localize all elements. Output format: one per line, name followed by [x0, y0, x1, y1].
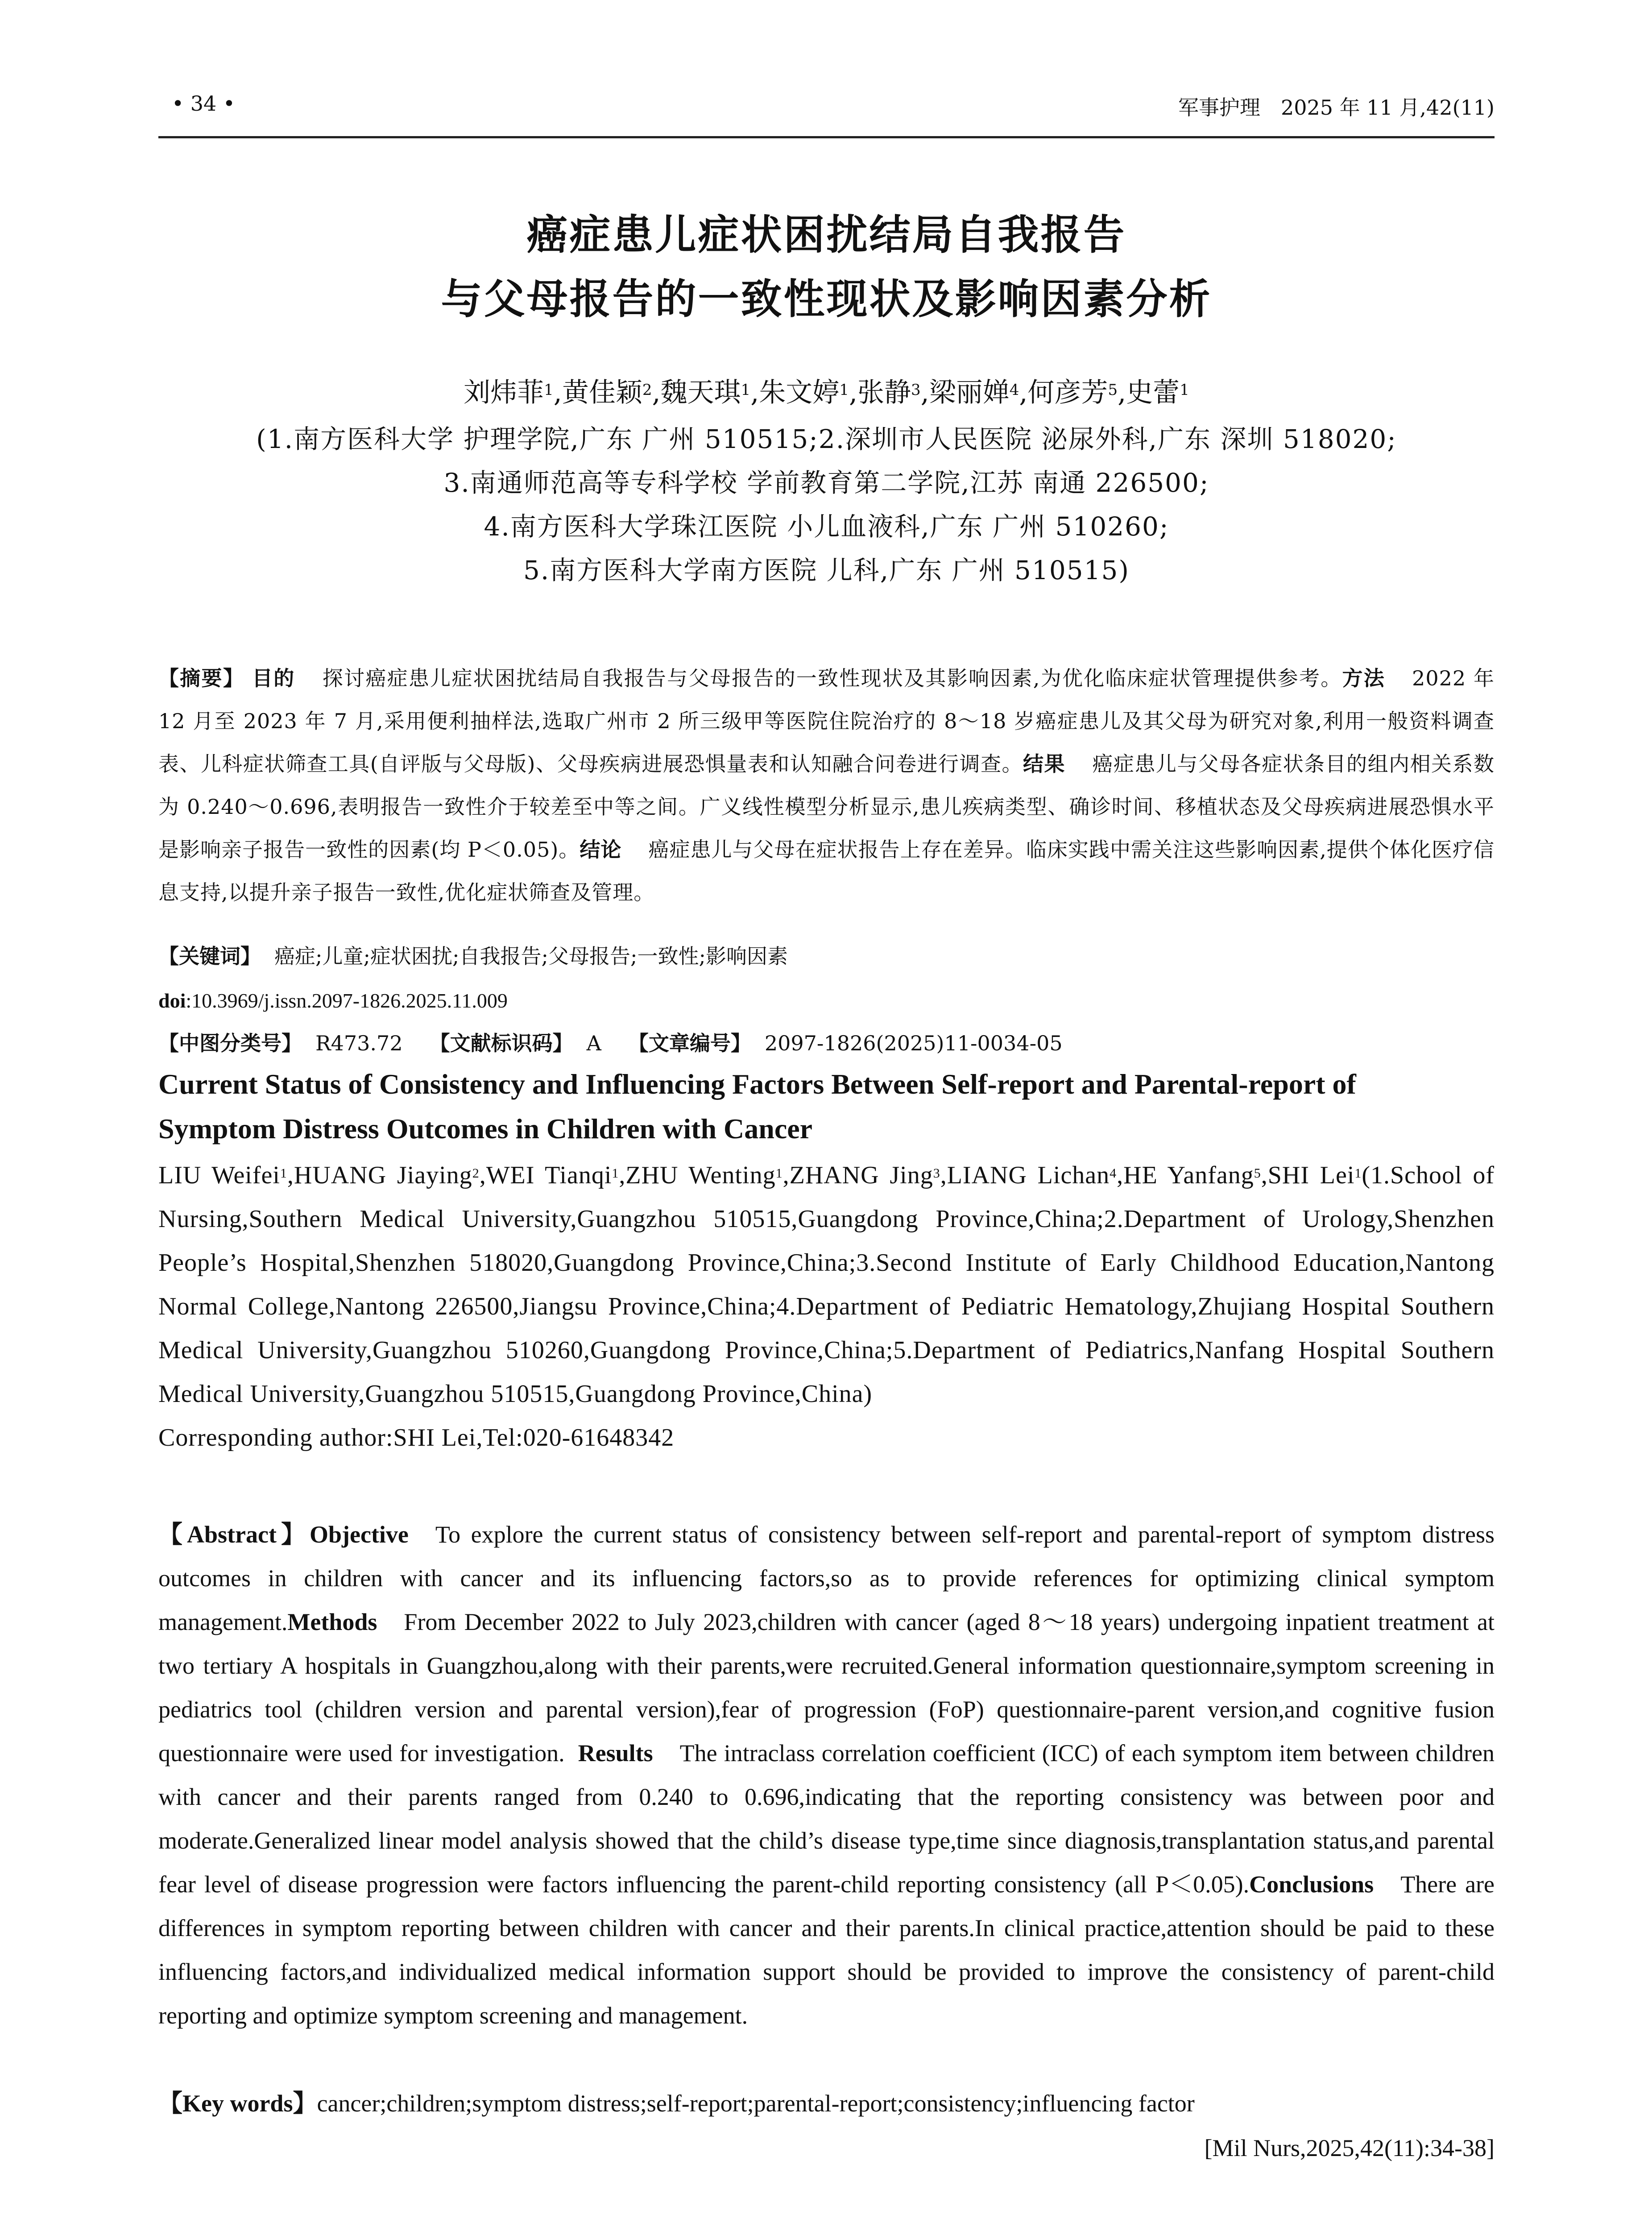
title-en: [158, 1062, 1495, 1151]
author-name: HUANG Jiaying: [294, 1161, 472, 1189]
corresponding-author: Corresponding author:SHI Lei,Tel:020-61648342: [158, 1424, 675, 1451]
results-cn: 癌症患儿与父母各症状条目的组内相关系数为 0.240～0.696,表明报告一致性介于较差至中等之间。广义线性模型分析显示,患儿疾病类型、确诊时间、移植状态及父母疾病进展恐惧水平是影响亲子报告一致性的因素(均 P＜0.05)。: [158, 752, 1495, 862]
authors-en: LIU Weifei$^1$,HUANG Jiaying$^2$,WEI Tianqi$^1$,ZHU Wenting$^1$,ZHANG Jing$^3$,LIANG Lichan$^4$,HE Yanfang$^5$,SHI Lei$^1$: [158, 1161, 1362, 1189]
journal-info: 军事护理 2025 年 11 月,42(11): [1178, 95, 1495, 120]
conclusions-cn: 癌症患儿与父母在症状报告上存在差异。临床实践中需关注这些影响因素,提供个体化医疗信息支持,以提升亲子报告一致性,优化症状筛查及管理。: [158, 838, 1495, 904]
affiliations-cn: [158, 417, 1495, 592]
keywords-en-label: 【Key words】: [158, 2090, 317, 2117]
author-name: 黄佳颖: [562, 377, 642, 408]
author-affiliation-mark: 4: [1009, 381, 1019, 399]
doc-code-value: A: [586, 1031, 601, 1055]
author-name: 何彦芳: [1027, 377, 1108, 408]
author-affiliation-mark: 1: [839, 381, 849, 399]
affiliation-line: 4.南方医科大学珠江医院 小儿血液科,广东 广州 510260;: [484, 511, 1169, 542]
objective-cn: 探讨癌症患儿症状困扰结局自我报告与父母报告的一致性现状及其影响因素,为优化临床症状管理提供参考。: [322, 666, 1342, 690]
results-label-cn: 结果: [1023, 752, 1065, 776]
keywords-en-value: cancer;children;symptom distress;self-report;parental-report;consistency;influencing factor: [317, 2090, 1195, 2117]
author-name: HE Yanfang: [1123, 1161, 1254, 1189]
author-affiliation-mark: 1: [775, 1166, 783, 1181]
author-affiliation-mark: 5: [1254, 1166, 1261, 1181]
abstract-cn-label: 【摘要】: [158, 666, 245, 690]
article-no-value: 2097-1826(2025)11-0034-05: [764, 1031, 1063, 1055]
author-affiliation-mark: 1: [612, 1166, 619, 1181]
authors-affiliations-en: [158, 1153, 1495, 1460]
clc-value: R473.72: [315, 1031, 403, 1055]
author-name: LIANG Lichan: [947, 1161, 1110, 1189]
title-en-line2: Symptom Distress Outcomes in Children with Cancer: [158, 1113, 813, 1145]
author-name: ZHANG Jing: [789, 1161, 933, 1189]
author-affiliation-mark: 4: [1110, 1166, 1117, 1181]
doi-value: :10.3969/j.issn.2097-1826.2025.11.009: [186, 989, 508, 1012]
affiliations-en: (1.School of Nursing,Southern Medical University,Guangzhou 510515,Guangdong Province,China;2.Department of Urology,Shenzhen People’s Hospital,Shenzhen 518020,Guangdong Province,China;3.Second Institute of Early Childhood Education,Nantong Normal College,Nantong 226500,Jiangsu Province,China;4.Department of Pediatric Hematology,Zhujiang Hospital Southern Medical University,Guangzhou 510260,Guangdong Province,China;5.Department of Pediatrics,Nanfang Hospital Southern Medical University,Guangzhou 510515,Guangdong Province,China): [158, 1161, 1495, 1408]
methods-label-en: Methods: [287, 1609, 377, 1635]
author-affiliation-mark: 1: [544, 381, 554, 399]
author-name: 梁丽婵: [929, 377, 1010, 408]
author-name: 史蕾: [1126, 377, 1180, 408]
objective-en: To explore the current status of consistency between self-report and parental-report of symptom distress outcomes in children with cancer and its influencing factors,so as to provide references for optimizing clinical symptom management.: [158, 1521, 1495, 1635]
article-no-label: 【文章编号】: [628, 1031, 751, 1055]
methods-cn: 2022 年 12 月至 2023 年 7 月,采用便利抽样法,选取广州市 2 所三级甲等医院住院治疗的 8～18 岁癌症患儿及其父母为研究对象,利用一般资料调查表、儿科症状筛查工具(自评版与父母版)、父母疾病进展恐惧量表和认知融合问卷进行调查。: [158, 666, 1495, 776]
keywords-cn-label: 【关键词】: [158, 944, 261, 968]
citation: [Mil Nurs,2025,42(11):34-38]: [1204, 2135, 1495, 2161]
author-affiliation-mark: 1: [1354, 1166, 1362, 1181]
author-affiliation-mark: 1: [280, 1166, 287, 1181]
author-affiliation-mark: 3: [911, 381, 921, 399]
author-name: 张静: [857, 377, 911, 408]
author-affiliation-mark: 2: [642, 381, 652, 399]
author-name: ZHU Wenting: [625, 1161, 776, 1189]
authors-cn: 刘炜菲$^1$,黄佳颖$^2$,魏天琪$^1$,朱文婷$^1$,张静$^3$,梁丽婵$^4$,何彦芳$^5$,史蕾$^1$: [464, 377, 1189, 408]
methods-en: From December 2022 to July 2023,children with cancer (aged 8～18 years) undergoing inpatient treatment at two tertiary A hospitals in Guangzhou,along with their parents,were recruited.General information questionnaire,symptom screening in pediatrics tool (children version and parental version),fear of progression (FoP) questionnaire-parent version,and cognitive fusion questionnaire were used for investigation.: [158, 1609, 1495, 1767]
author-name: SHI Lei: [1267, 1161, 1355, 1189]
classification-line: [158, 1022, 1495, 1065]
results-en: The intraclass correlation coefficient (ICC) of each symptom item between children with cancer and their parents ranged from 0.240 to 0.696,indicating that the reporting consistency was between poor and moderate.Generalized linear model analysis showed that the child’s disease type,time since diagnosis,transplantation status,and parental fear level of disease progression were factors influencing the parent-child reporting consistency (all P＜0.05).: [158, 1740, 1495, 1898]
conclusions-label-en: Conclusions: [1249, 1871, 1374, 1898]
keywords-cn: [158, 935, 1495, 978]
keywords-en: [158, 2082, 1495, 2125]
author-name: 魏天琪: [660, 377, 741, 408]
objective-label-cn: 目的: [252, 666, 295, 690]
author-affiliation-mark: 3: [933, 1166, 940, 1181]
objective-label-en: Objective: [309, 1521, 409, 1548]
page-number: • 34 •: [172, 91, 236, 116]
clc-label: 【中图分类号】: [158, 1031, 302, 1055]
results-label-en: Results: [578, 1740, 653, 1767]
running-header: [158, 91, 1495, 123]
author-affiliation-mark: 5: [1108, 381, 1118, 399]
author-name: 刘炜菲: [464, 377, 544, 408]
header-rule: [158, 136, 1495, 138]
conclusions-label-cn: 结论: [580, 838, 622, 862]
title-cn-line2: 与父母报告的一致性现状及影响因素分析: [441, 275, 1212, 323]
affiliation-line: 3.南通师范高等专科学校 学前教育第二学院,江苏 南通 226500;: [443, 468, 1209, 498]
abstract-en-label: 【Abstract】: [158, 1521, 310, 1548]
methods-label-cn: 方法: [1342, 666, 1386, 690]
conclusions-en: There are differences in symptom reporting between children with cancer and their parents.In clinical practice,attention should be paid to these influencing factors,and individualized medical information support should be provided to improve the consistency of parent-child reporting and optimize symptom screening and management.: [158, 1871, 1495, 2029]
author-affiliation-mark: 1: [741, 381, 751, 399]
affiliation-line: 5.南方医科大学南方医院 儿科,广东 广州 510515): [523, 555, 1130, 585]
doc-code-label: 【文献标识码】: [429, 1031, 573, 1055]
affiliation-line: (1.南方医科大学 护理学院,广东 广州 510515;2.深圳市人民医院 泌尿外科,广东 深圳 518020;: [256, 424, 1397, 454]
title-en-line1: Current Status of Consistency and Influencing Factors Between Self-report and Parental-report of: [158, 1068, 1356, 1100]
doi-label: doi: [158, 989, 186, 1012]
author-affiliation-mark: 1: [1180, 381, 1189, 399]
doi-line: [158, 979, 1495, 1022]
author-name: WEI Tianqi: [486, 1161, 612, 1189]
abstract-cn: [158, 657, 1495, 914]
keywords-cn-value: 癌症;儿童;症状困扰;自我报告;父母报告;一致性;影响因素: [274, 944, 788, 968]
title-cn: [158, 203, 1495, 332]
author-name: 朱文婷: [759, 377, 840, 408]
abstract-en: [158, 1513, 1495, 2037]
title-cn-line1: 癌症患儿症状困扰结局自我报告: [526, 211, 1126, 259]
author-name: LIU Weifei: [158, 1161, 280, 1189]
author-affiliation-mark: 2: [472, 1166, 480, 1181]
